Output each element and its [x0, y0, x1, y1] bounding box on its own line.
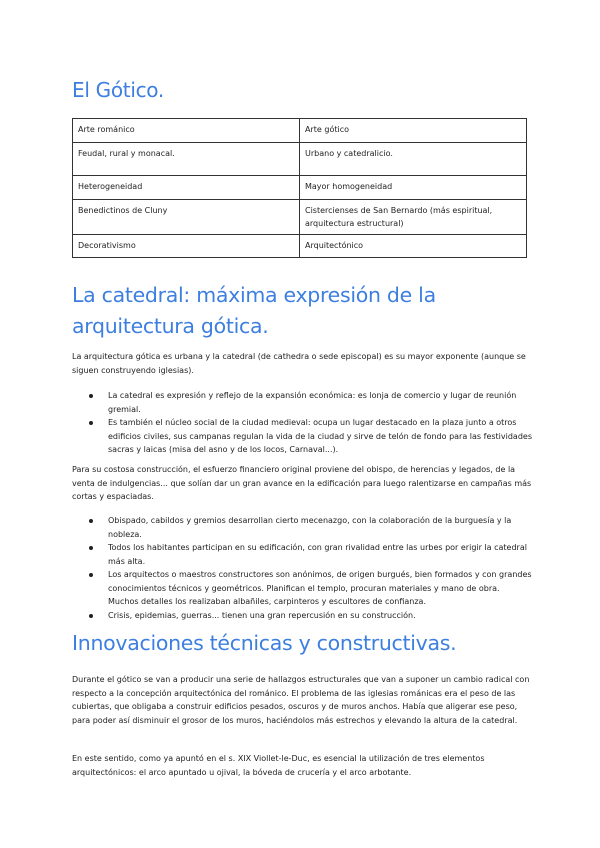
table-cell: Arte románico [73, 119, 300, 143]
table-row [73, 143, 527, 176]
intro-paragraph: La arquitectura gótica es urbana y la catedral (de cathedra o sede episcopal) es su mayor exponente (aunque se siguen construyendo iglesias). [72, 352, 526, 375]
table-cell: Urbano y catedralicio. [300, 143, 527, 176]
bullet-icon [89, 421, 93, 425]
table-row [73, 119, 527, 143]
list-item-text: Obispado, cabildos y gremios desarrollan cierto mecenazgo, con la colaboración de la burguesía y la nobleza. [108, 516, 512, 539]
elements-paragraph: En este sentido, como ya apuntó en el s. XIX Viollet-le-Duc, es esencial la utilización de tres elementos arquitectónicos: el arco apuntado u ojival, la bóveda de crucería y el arco arbotante. [72, 754, 485, 777]
comparison-table [72, 118, 527, 258]
table-cell: Arquitectónico [300, 235, 527, 258]
table-row [73, 176, 527, 200]
list-item-text: Todos los habitantes participan en su edificación, con gran rivalidad entre las urbes por erigir la catedral más alta. [108, 543, 527, 566]
heading-innovaciones: Innovaciones técnicas y constructivas. [72, 631, 457, 655]
list-item [72, 514, 532, 541]
bullet-icon [89, 614, 93, 618]
bullet-icon [89, 519, 93, 523]
table-cell: Arte gótico [300, 119, 527, 143]
table-cell: Heterogeneidad [73, 176, 300, 200]
list-item-text: Es también el núcleo social de la ciudad medieval: ocupa un lugar destacado en la plaza junto a otros edificios civiles, sus campanas regulan la vida de la ciudad y sirve de telón de fondo para las festividades sacras y laicas (misa del asno y de los locos, Carnaval...). [108, 418, 532, 454]
bullet-list-catedral [72, 389, 532, 457]
table-row [73, 200, 527, 235]
table-cell: Mayor homogeneidad [300, 176, 527, 200]
list-item-text: Los arquitectos o maestros constructores son anónimos, de origen burgués, bien formados y con grandes conocimientos técnicos y geométricos. Planifican el templo, procuran materiales y mano de obra. Muchos detalles los realizaban albañiles, carpinteros y escultores de confianza. [108, 570, 532, 606]
list-item [72, 541, 532, 568]
list-item [72, 568, 532, 609]
heading-el-gotico: El Gótico. [72, 78, 164, 102]
heading-la-catedral: La catedral: máxima expresión de la arquitectura gótica. [72, 283, 436, 338]
list-item [72, 609, 532, 623]
list-item [72, 389, 532, 416]
bullet-icon [89, 394, 93, 398]
table-cell: Decorativismo [73, 235, 300, 258]
bullet-icon [89, 546, 93, 550]
cost-paragraph: Para su costosa construcción, el esfuerzo financiero original proviene del obispo, de herencias y legados, de la venta de indulgencias... que solían dar un gran avance en la edificación para luego ralentizarse en campañas más cortas y espaciadas. [72, 465, 532, 501]
table-cell: Feudal, rural y monacal. [73, 143, 300, 176]
table-cell: Benedictinos de Cluny [73, 200, 300, 235]
bullet-icon [89, 573, 93, 577]
list-item [72, 416, 532, 457]
table-cell: Cistercienses de San Bernardo (más espiritual, arquitectura estructural) [300, 200, 527, 235]
list-item-text: Crisis, epidemias, guerras... tienen una gran repercusión en su construcción. [108, 610, 416, 620]
bullet-list-construccion [72, 514, 532, 622]
table-row [73, 235, 527, 258]
innovations-paragraph: Durante el gótico se van a producir una serie de hallazgos estructurales que van a suponer un cambio radical con respecto a la concepción arquitectónica del románico. El problema de las iglesias románicas era el peso de las cubiertas, que obligaba a construir edificios pesados, oscuros y de muros anchos. Había que aligerar ese peso, para poder así disminuir el grosor de los muros, haciéndolos más estrechos y elevando la altura de la catedral. [72, 675, 530, 725]
list-item-text: La catedral es expresión y reflejo de la expansión económica: es lonja de comercio y lugar de reunión gremial. [108, 391, 517, 414]
